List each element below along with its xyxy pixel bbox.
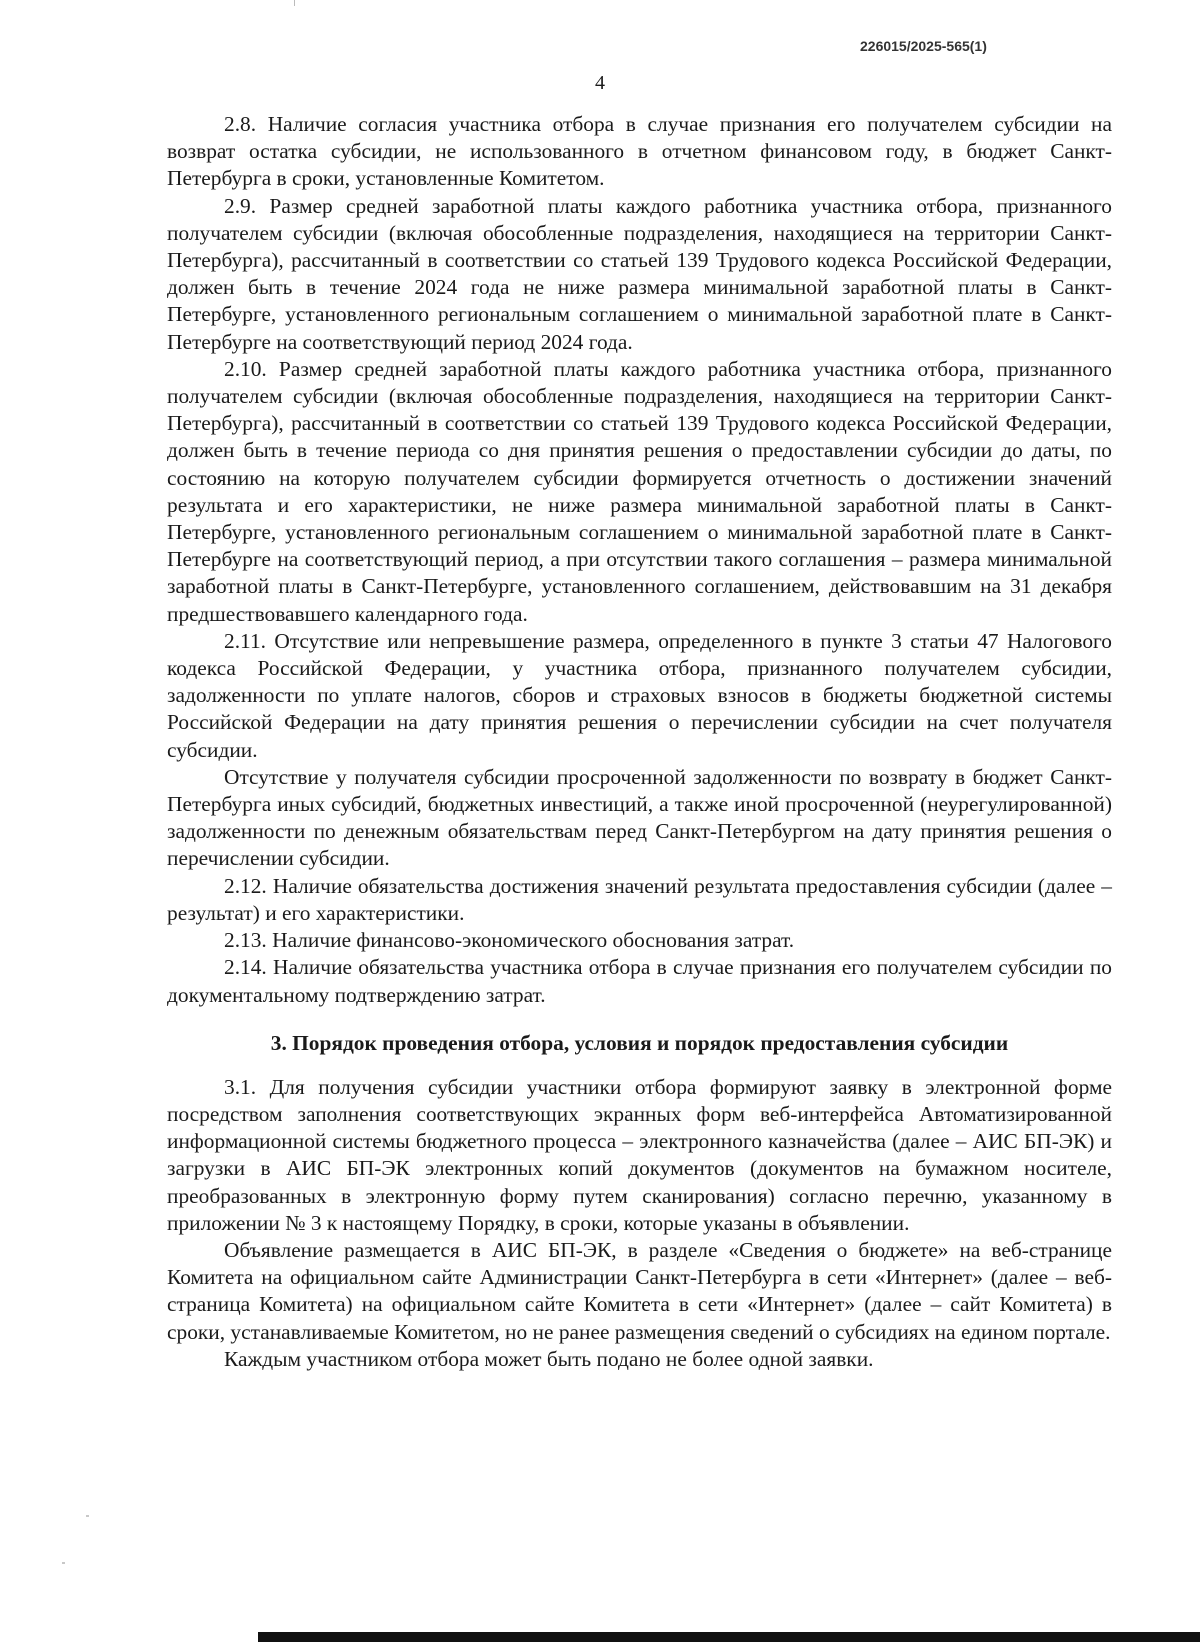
section-3-heading: 3. Порядок проведения отбора, условия и порядок предоставления субсидии bbox=[270, 1030, 1009, 1055]
paragraph-one-application: Каждым участником отбора может быть подано не более одной заявки. bbox=[224, 1346, 874, 1371]
paragraph-2-8: 2.8. Наличие согласия участника отбора в случае признания его получателем субсидии на возврат остатка субсидии, не использованного в отчетном финансовом году, в бюджет Санкт-Петербурга в сроки, установленные Комитетом. bbox=[167, 112, 1112, 191]
paragraph-2-11: 2.11. Отсутствие или непревышение размера, определенного в пункте 3 статьи 47 Налогового кодекса Российской Федерации, у участника отбора, признанного получателем субсидии, задолженности по уплате налогов, сборов и страховых взносов в бюджеты бюджетной системы Российской Федерации на дату принятия решения о перечислении субсидии на счет получателя субсидии. bbox=[167, 628, 1112, 762]
scan-artifact bbox=[294, 0, 295, 6]
document-number: 226015/2025-565(1) bbox=[860, 38, 987, 54]
paragraph-2-14: 2.14. Наличие обязательства участника отбора в случае признания его получателем субсидии по документальному подтверждению затрат. bbox=[167, 955, 1112, 1007]
page-number: 4 bbox=[595, 72, 605, 94]
scan-speck bbox=[62, 1562, 65, 1564]
paragraph-announcement: Объявление размещается в АИС БП-ЭК, в разделе «Сведения о бюджете» на веб-странице Комитета на официальном сайте Администрации Санкт-Петербурга в сети «Интернет» (далее – веб-страница Комитета) на официальном сайте Комитета в сети «Интернет» (далее – сайт Комитета) в сроки, устанавливаемые Комитетом, но не ранее размещения сведений о субсидиях на едином портале. bbox=[167, 1237, 1112, 1344]
paragraph-2-10: 2.10. Размер средней заработной платы каждого работника участника отбора, признанного получателем субсидии (включая обособленные подразделения, находящиеся на территории Санкт-Петербурга), рассчитанный в соответствии со статьей 139 Трудового кодекса Российской Федерации, должен быть в течение периода со дня принятия решения о предоставлении субсидии до даты, по состоянию на которую получателем субсидии формируется отчетность о достижении значений результата и его характеристики, не ниже размера минимальной заработной платы в Санкт-Петербурге, установленного региональным соглашением о минимальной заработной плате в Санкт-Петербурге на соответствующий период, а при отсутствии такого соглашения – размера минимальной заработной платы в Санкт-Петербурге, установленного соглашением, действовавшим на 31 декабря предшествовавшего календарного года. bbox=[167, 356, 1112, 626]
paragraph-2-9: 2.9. Размер средней заработной платы каждого работника участника отбора, признанного получателем субсидии (включая обособленные подразделения, находящиеся на территории Санкт-Петербурга), рассчитанный в соответствии со статьей 139 Трудового кодекса Российской Федерации, должен быть в течение 2024 года не ниже размера минимальной заработной платы в Санкт-Петербурге, установленного региональным соглашением о минимальной заработной плате в Санкт-Петербурге на соответствующий период 2024 года. bbox=[167, 193, 1112, 354]
paragraph-2-11-cont: Отсутствие у получателя субсидии просроченной задолженности по возврату в бюджет Санкт-Петербурга иных субсидий, бюджетных инвестиций, а также иной просроченной (неурегулированной) задолженности по денежным обязательствам перед Санкт-Петербургом на дату принятия решения о перечислении субсидии. bbox=[167, 764, 1112, 871]
paragraph-3-1: 3.1. Для получения субсидии участники отбора формируют заявку в электронной форме посредством заполнения соответствующих экранных форм веб-интерфейса Автоматизированной информационной системы бюджетного процесса – электронного казначейства (далее – АИС БП-ЭК) и загрузки в АИС БП-ЭК электронных копий документов (документов на бумажном носителе, преобразованных в электронную форму путем сканирования) согласно перечню, указанному в приложении № 3 к настоящему Порядку, в сроки, которые указаны в объявлении. bbox=[167, 1074, 1112, 1235]
scan-edge-line bbox=[258, 1632, 1200, 1642]
scan-speck bbox=[86, 1515, 89, 1517]
paragraph-2-13: 2.13. Наличие финансово-экономического обоснования затрат. bbox=[224, 928, 795, 953]
document-body bbox=[167, 111, 1112, 1373]
paragraph-2-12: 2.12. Наличие обязательства достижения значений результата предоставления субсидии (далее – результат) и его характеристики. bbox=[167, 873, 1112, 925]
